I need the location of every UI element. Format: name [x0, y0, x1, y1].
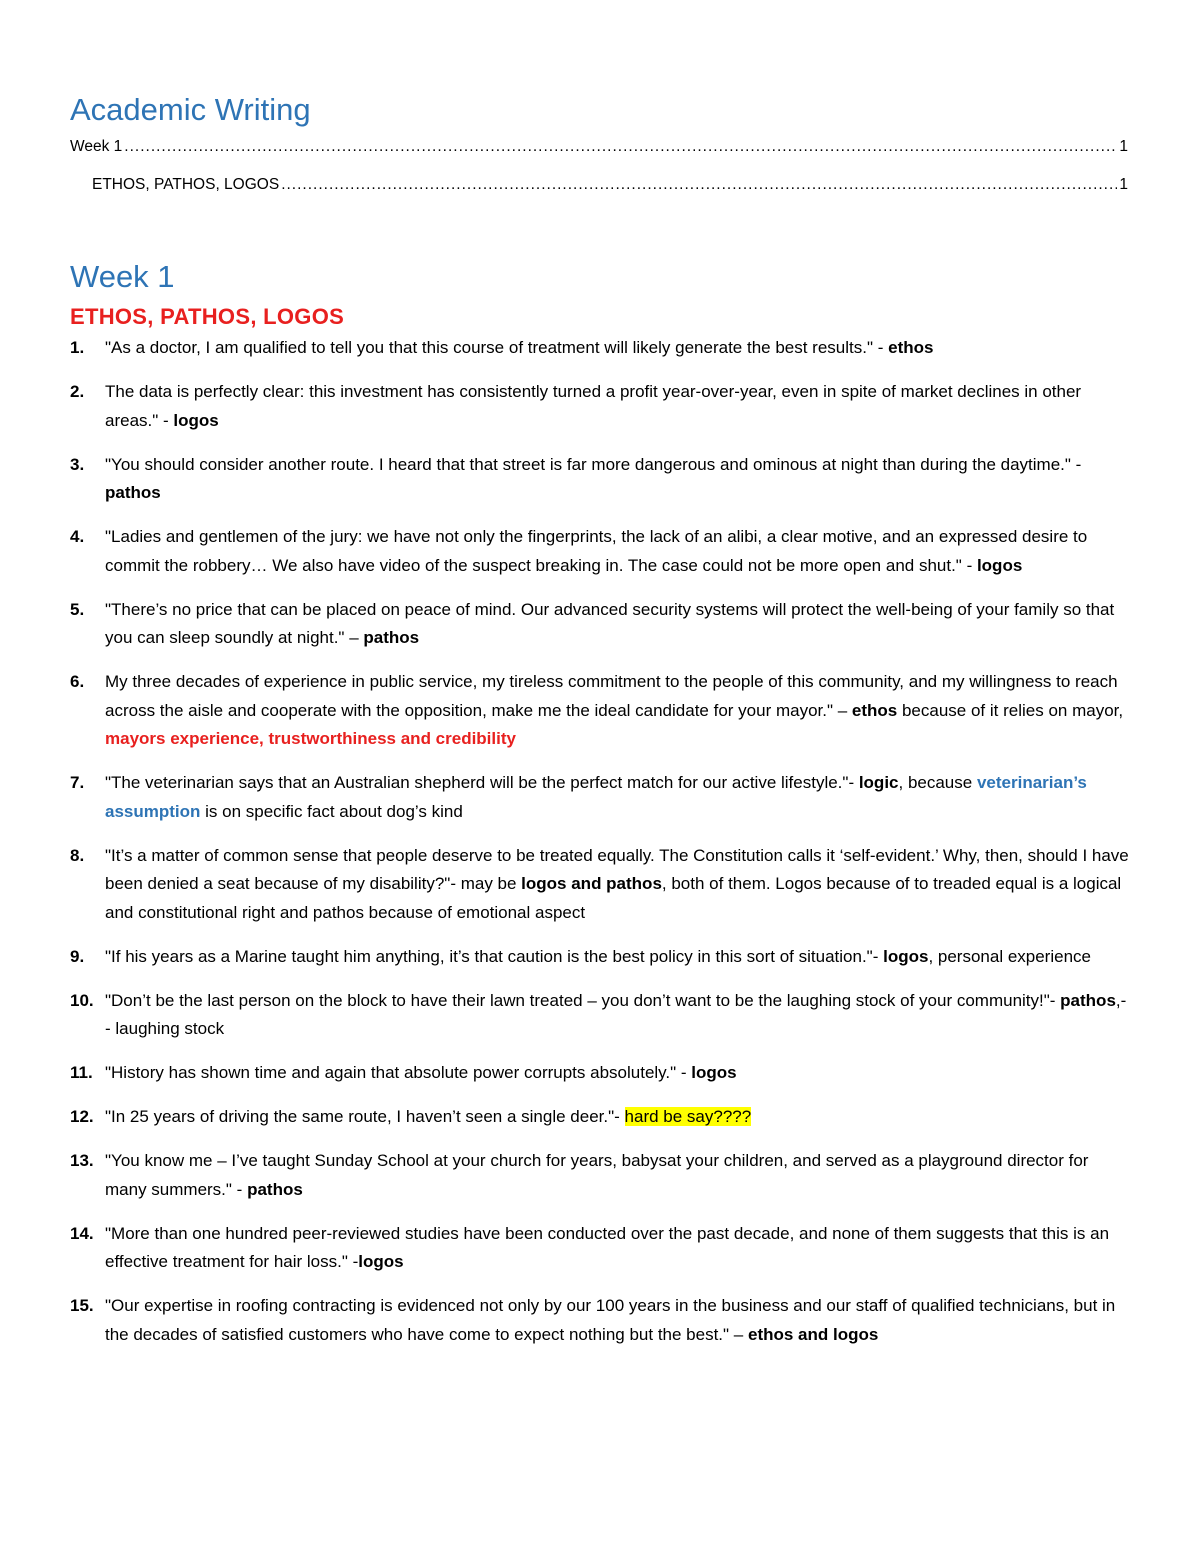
item-highlight-red: mayors experience, trustworthiness and credibility: [105, 729, 516, 748]
item-answer: ethos: [851, 700, 898, 720]
item-answer: ethos and logos: [747, 1324, 879, 1344]
item-text: "Our expertise in roofing contracting is evidenced not only by our 100 years in the business and our staff of qualified technicians, but in the decades of satisfied customers who have come to expect nothing but the best." –: [105, 1296, 1116, 1344]
item-answer: logos: [173, 410, 219, 430]
toc-entry-label: Week 1: [70, 138, 123, 155]
list-item: [70, 668, 1130, 754]
item-answer: logos: [976, 555, 1023, 575]
item-text: "There’s no price that can be placed on peace of mind. Our advanced security systems will protect the well-being of your family so that you can sleep soundly at night." –: [105, 599, 1115, 647]
list-item: [70, 1292, 1130, 1349]
toc-entry-label: ETHOS, PATHOS, LOGOS: [92, 176, 280, 193]
item-answer: logos: [358, 1252, 404, 1271]
item-number: 10.: [70, 990, 94, 1010]
item-text: "It’s a matter of common sense that people deserve to be treated equally. The Constitution calls it ‘self-evident.’ Why, then, should I have been denied a seat because of my disability?"- may be: [105, 845, 1129, 893]
item-number: 14.: [70, 1223, 94, 1243]
item-answer: pathos: [105, 483, 161, 502]
list-item: [70, 1103, 1130, 1132]
list-item: [70, 334, 1130, 363]
item-note: , personal experience: [928, 946, 1091, 966]
item-text: "As a doctor, I am qualified to tell you that this course of treatment will likely generate the best results." -: [105, 338, 889, 357]
item-answer: logos: [691, 1063, 737, 1082]
item-number: 11.: [70, 1063, 93, 1082]
item-number: 2.: [70, 382, 85, 401]
week-heading: Week 1: [70, 259, 175, 294]
examples-list: [70, 334, 1130, 1365]
item-text: "The veterinarian says that an Australian shepherd will be the perfect match for our active lifestyle."-: [105, 773, 859, 792]
item-number: 13.: [70, 1151, 94, 1170]
item-text: "Ladies and gentlemen of the jury: we have not only the fingerprints, the lack of an alibi, a clear motive, and an expressed desire to commit the robbery… We also have video of the suspect breaking in. The case could not be more open and shut." -: [105, 527, 1088, 575]
item-text: The data is perfectly clear: this investment has consistently turned a profit year-over-year, even in spite of market declines in other areas." -: [105, 382, 1082, 430]
item-answer: pathos: [1060, 990, 1116, 1010]
toc-page-number: 1: [1119, 138, 1128, 155]
item-text: "In 25 years of driving the same route, I haven’t seen a single deer."-: [105, 1107, 625, 1126]
item-number: 6.: [70, 672, 85, 691]
item-text: "You should consider another route. I heard that that street is far more dangerous and ominous at night than during the daytime." -: [105, 454, 1082, 474]
item-note-continued: is on specific fact about dog’s kind: [200, 801, 463, 821]
item-answer: logos: [883, 946, 929, 966]
item-text: "If his years as a Marine taught him anything, it’s that caution is the best policy in this sort of situation."-: [105, 946, 884, 966]
document-title: Academic Writing: [70, 92, 311, 127]
list-item: [70, 1220, 1130, 1277]
list-item: [70, 596, 1130, 653]
item-note: , because: [898, 773, 977, 792]
item-number: 4.: [70, 527, 85, 546]
item-answer: logos and pathos: [521, 874, 662, 893]
toc-leader-dots: [124, 138, 1117, 156]
item-answer: logic: [858, 773, 899, 792]
list-item: [70, 1147, 1130, 1204]
item-text: My three decades of experience in public service, my tireless commitment to the people of this community, and my willingness to reach across the aisle and cooperate with the opposition, make me the ideal candidate for your mayor." –: [105, 672, 1118, 720]
section-heading: ETHOS, PATHOS, LOGOS: [70, 304, 345, 329]
item-number: 1.: [70, 338, 85, 357]
list-item: [70, 451, 1130, 508]
item-number: 8.: [70, 845, 85, 865]
item-note: ,-- laughing stock: [105, 990, 1127, 1038]
item-text: "You know me – I’ve taught Sunday School at your church for years, babysat your children, and served as a playground director for many summers." -: [105, 1151, 1089, 1199]
item-number: 5.: [70, 599, 85, 619]
item-answer: pathos: [247, 1179, 303, 1199]
list-item: [70, 987, 1130, 1044]
toc-entry-ethos-pathos-logos[interactable]: [70, 176, 1128, 194]
item-number: 15.: [70, 1296, 94, 1315]
item-text: "More than one hundred peer-reviewed studies have been conducted over the past decade, and none of them suggests that this is an effective treatment for hair loss." -: [105, 1223, 1110, 1271]
item-note: , both of them. Logos because of to treaded equal is a logical and constitutional right and pathos because of emotional aspect: [105, 874, 1122, 922]
toc-page-number: 1: [1119, 176, 1128, 193]
list-item: [70, 1059, 1130, 1088]
item-number: 9.: [70, 946, 85, 966]
item-answer: ethos: [888, 338, 934, 357]
list-item: [70, 943, 1130, 972]
toc-leader-dots: [281, 176, 1117, 194]
list-item: [70, 378, 1130, 435]
item-answer: pathos: [363, 628, 420, 647]
list-item: [70, 523, 1130, 580]
item-number: 3.: [70, 454, 85, 474]
item-highlight-blue: veterinarian’s assumption: [105, 773, 1087, 821]
item-text: "History has shown time and again that absolute power corrupts absolutely." -: [105, 1063, 692, 1082]
list-item: [70, 769, 1130, 826]
item-number: 12.: [70, 1107, 94, 1126]
item-note: because of it relies on mayor,: [897, 700, 1124, 720]
item-number: 7.: [70, 773, 85, 792]
item-text: "Don’t be the last person on the block to have their lawn treated – you don’t want to be the laughing stock of your community!"-: [105, 990, 1061, 1010]
item-highlight-yellow: hard be say????: [624, 1107, 752, 1126]
list-item: [70, 842, 1130, 928]
toc-entry-week-1[interactable]: [70, 138, 1128, 156]
